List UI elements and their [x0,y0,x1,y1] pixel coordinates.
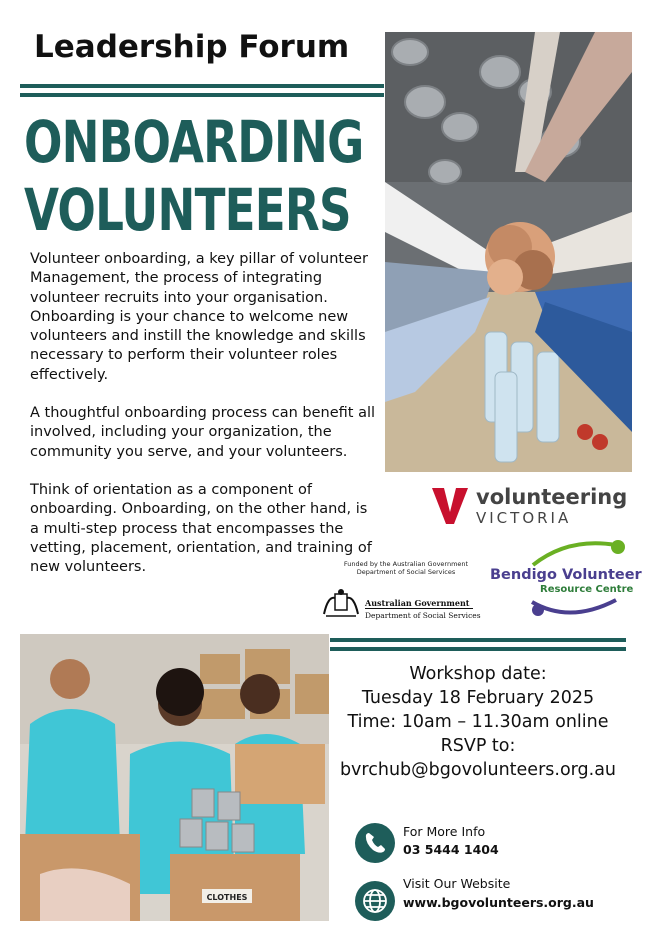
funded-by-text [336,560,476,576]
workshop-date: Tuesday 18 February 2025 [361,688,595,708]
website-label: Visit Our Website [403,876,511,891]
globe-icon [355,881,395,921]
rsvp-label: RSVP to: [440,736,516,756]
workshop-details [330,662,626,782]
divider-top-2 [20,93,384,97]
bvrc-swoosh-bottom [530,596,620,620]
phone-number[interactable]: 03 5444 1404 [403,842,499,857]
workshop-time: Time: 10am – 11.30am online [347,712,609,732]
paragraph-3: Think of orientation as a component of onboarding. Onboarding, on the other hand, is a multi-step process that encompasses the vetting, placement, orientation, and training of new volunteers. [30,481,372,576]
bvrc-swoosh-top [528,537,628,567]
headline [24,108,363,244]
paragraph-1: Volunteer onboarding, a key pillar of volunteer Management, the process of integrating volunteer recruits into your organisation. Onboarding is your chance to welcome new volunteers and instill the knowledge and skills necessary to perform their volunteer roles effectively. [30,251,368,383]
website-link[interactable]: www.bgovolunteers.org.au [403,895,594,910]
coat-of-arms-icon [320,588,362,620]
volunteers-packing-photo [20,634,329,921]
body-text [30,250,378,596]
australian-government-label: Australian Government [365,598,470,608]
divider-workshop-2 [330,647,626,651]
bvrc-subtitle: Resource Centre [540,584,634,595]
volunteering-victoria-logo-mark [430,486,470,526]
headline-line-2: VOLUNTEERS [24,176,351,244]
clothes-box-label: CLOTHES [206,893,248,902]
rsvp-email[interactable]: bvrchub@bgovolunteers.org.au [339,760,617,780]
forum-title: Leadership Forum [34,29,350,65]
funded-line-1: Funded by the Australian Government [343,560,469,568]
workshop-date-label: Workshop date: [409,664,547,684]
divider-top-1 [20,84,384,88]
volunteering-victoria-word-1: volunteering [476,485,628,509]
paragraph-2: A thoughtful onboarding process can benefit all involved, including your organization, the community you serve, and your volunteers. [30,405,376,460]
volunteering-victoria-word-2: VICTORIA [476,509,572,527]
dss-label: Department of Social Services [365,611,481,620]
bvrc-name: Bendigo Volunteer [490,567,642,583]
more-info-label: For More Info [403,824,486,839]
divider-workshop-1 [330,638,626,642]
ag-divider [365,608,473,609]
hands-together-photo [385,32,632,472]
phone-icon [355,823,395,863]
funded-line-2: Department of Social Services [356,568,456,576]
headline-line-1: ONBOARDING [24,108,364,176]
